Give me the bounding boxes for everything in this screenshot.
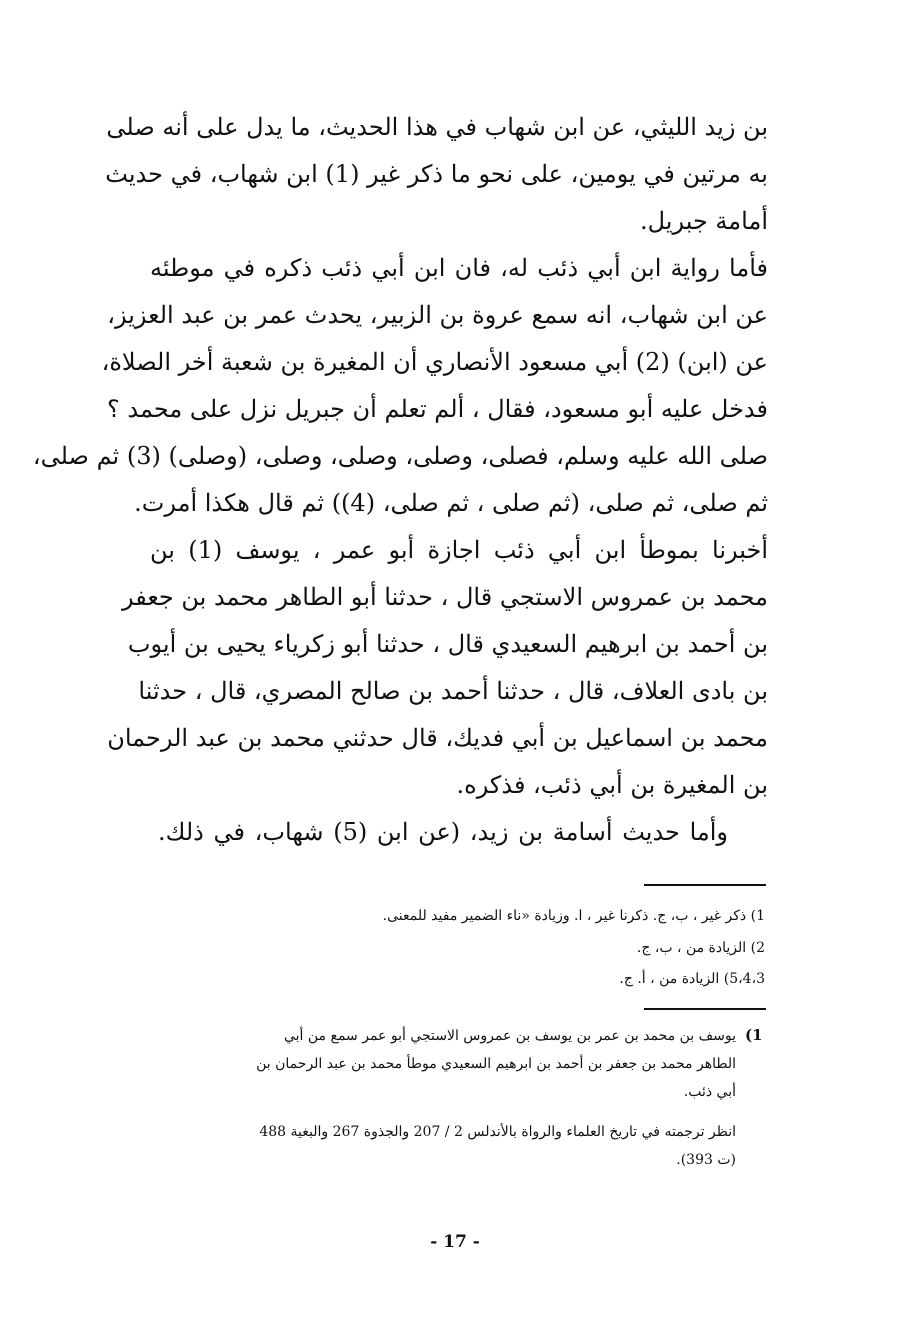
body-line: بن بادى العلاف، قال ، حدثنا أحمد بن صالح المصري، قال ، حدثنا — [138, 677, 768, 705]
body-line: بن المغيرة بن أبي ذئب، فذكره. — [456, 771, 768, 799]
footnote-apparatus-2: 2) الزيادة من ، ب، ج. — [636, 940, 765, 956]
footnote-bio-line: (ت 393). — [676, 1152, 736, 1168]
body-line: به مرتين في يومين، على نحو ما ذكر غير (1) ابن شهاب، في حديث — [105, 160, 768, 188]
footnote-bio-line: الطاهر محمد بن جعفر بن أحمد بن ابرهيم السعيدي موطأ محمد بن عبد الرحمان بن — [256, 1056, 736, 1072]
body-line: صلى الله عليه وسلم، فصلى، وصلى، وصلى، وصلى، (وصلى) (3) ثم صلى، — [32, 442, 768, 470]
body-line: أخبرنا بموطأ ابن أبي ذئب اجازة أبو عمر ، يوسف (1) بن — [150, 536, 768, 564]
body-line: بن أحمد بن ابرهيم السعيدي قال ، حدثنا أبو زكرياء يحيى بن أيوب — [127, 630, 768, 658]
footnote-apparatus-3: 5،4،3) الزيادة من ، أ. ج. — [619, 971, 765, 987]
body-line: محمد بن اسماعيل بن أبي فديك، قال حدثني محمد بن عبد الرحمان — [107, 724, 768, 752]
body-line: عن (ابن) (2) أبي مسعود الأنصاري أن المغيرة بن شعبة أخر الصلاة، — [101, 348, 768, 376]
footnote-bio-line: أبي ذئب. — [683, 1084, 736, 1100]
footnote-bio-number: (1 — [745, 1026, 763, 1044]
footnote-divider — [644, 1008, 766, 1010]
footnote-apparatus-1: 1) ذكر غير ، ب، ج. ذكرنا غير ، ا. وزيادة «ناء الضمير مفيد للمعنى. — [382, 908, 765, 924]
body-line: فأما رواية ابن أبي ذئب له، فان ابن أبي ذئب ذكره في موطئه — [150, 254, 768, 282]
body-line: أمامة جبريل. — [640, 207, 768, 235]
footnote-divider — [644, 884, 766, 886]
footnote-bio-line: يوسف بن محمد بن عمر بن يوسف بن عمروس الاستجي أبو عمر سمع من أبي — [283, 1028, 736, 1044]
footnote-bio-line: انظر ترجمته في تاريخ العلماء والرواة بالأندلس 2 / 207 والجذوة 267 والبغية 488 — [259, 1124, 736, 1140]
body-line: بن زيد الليثي، عن ابن شهاب في هذا الحديث، ما يدل على أنه صلى — [106, 113, 768, 141]
body-line: فدخل عليه أبو مسعود، فقال ، ألم تعلم أن جبريل نزل على محمد ؟ — [107, 395, 768, 423]
body-line: ثم صلى، ثم صلى، (ثم صلى ، ثم صلى، (4)) ثم قال هكذا أمرت. — [134, 489, 768, 517]
body-line: عن ابن شهاب، انه سمع عروة بن الزبير، يحدث عمر بن عبد العزيز، — [107, 301, 768, 329]
body-line: وأما حديث أسامة بن زيد، (عن ابن (5) شهاب، في ذلك. — [158, 818, 728, 846]
page-number: - 17 - — [430, 1232, 480, 1252]
body-line: محمد بن عمروس الاستجي قال ، حدثنا أبو الطاهر محمد بن جعفر — [121, 583, 768, 611]
